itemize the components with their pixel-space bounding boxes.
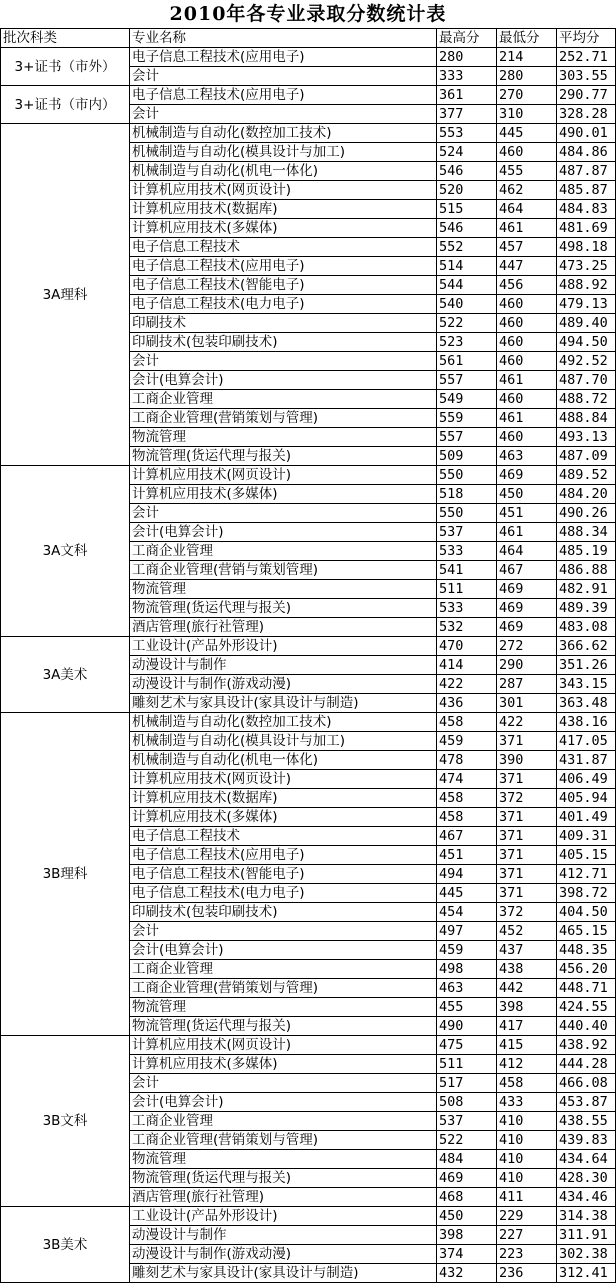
avg-score-cell: 302.38 <box>557 1245 616 1264</box>
max-score-cell: 557 <box>437 371 497 390</box>
avg-score-cell: 448.35 <box>557 941 616 960</box>
batch-cell: 3+证书（市外） <box>1 48 130 86</box>
avg-score-cell: 487.87 <box>557 162 616 181</box>
min-score-cell: 445 <box>497 124 557 143</box>
table-row <box>1 86 616 105</box>
min-score-cell: 270 <box>497 86 557 105</box>
avg-score-cell: 405.15 <box>557 846 616 865</box>
avg-score-cell: 487.09 <box>557 447 616 466</box>
max-score-cell: 561 <box>437 352 497 371</box>
max-score-cell: 559 <box>437 409 497 428</box>
major-name-cell: 雕刻艺术与家具设计(家具设计与制造) <box>130 694 437 713</box>
avg-score-cell: 440.40 <box>557 1017 616 1036</box>
min-score-cell: 372 <box>497 789 557 808</box>
avg-score-cell: 438.92 <box>557 1036 616 1055</box>
max-score-cell: 333 <box>437 67 497 86</box>
avg-score-cell: 424.55 <box>557 998 616 1017</box>
major-name-cell: 计算机应用技术(网页设计) <box>130 770 437 789</box>
major-name-cell: 工商企业管理 <box>130 1112 437 1131</box>
min-score-cell: 460 <box>497 143 557 162</box>
max-score-cell: 524 <box>437 143 497 162</box>
major-name-cell: 计算机应用技术(多媒体) <box>130 808 437 827</box>
min-score-cell: 469 <box>497 466 557 485</box>
avg-score-cell: 466.08 <box>557 1074 616 1093</box>
major-name-cell: 电子信息工程技术(智能电子) <box>130 865 437 884</box>
major-name-cell: 物流管理 <box>130 998 437 1017</box>
major-name-cell: 会计 <box>130 105 437 124</box>
min-score-cell: 371 <box>497 732 557 751</box>
batch-cell: 3B理科 <box>1 713 130 1036</box>
avg-score-cell: 363.48 <box>557 694 616 713</box>
max-score-cell: 520 <box>437 181 497 200</box>
batch-cell: 3B美术 <box>1 1207 130 1283</box>
max-score-cell: 458 <box>437 713 497 732</box>
header-major: 专业名称 <box>130 29 437 48</box>
min-score-cell: 280 <box>497 67 557 86</box>
min-score-cell: 461 <box>497 371 557 390</box>
min-score-cell: 469 <box>497 618 557 637</box>
avg-score-cell: 398.72 <box>557 884 616 903</box>
major-name-cell: 会计 <box>130 922 437 941</box>
major-name-cell: 电子信息工程技术 <box>130 827 437 846</box>
min-score-cell: 371 <box>497 770 557 789</box>
max-score-cell: 474 <box>437 770 497 789</box>
min-score-cell: 227 <box>497 1226 557 1245</box>
min-score-cell: 290 <box>497 656 557 675</box>
table-row <box>1 466 616 485</box>
major-name-cell: 工商企业管理(营销策划与管理) <box>130 1131 437 1150</box>
min-score-cell: 461 <box>497 409 557 428</box>
min-score-cell: 287 <box>497 675 557 694</box>
min-score-cell: 437 <box>497 941 557 960</box>
max-score-cell: 432 <box>437 1264 497 1283</box>
header-min-score: 最低分 <box>497 29 557 48</box>
max-score-cell: 550 <box>437 504 497 523</box>
batch-cell: 3+证书（市内） <box>1 86 130 124</box>
header-avg-score: 平均分 <box>557 29 616 48</box>
avg-score-cell: 486.88 <box>557 561 616 580</box>
major-name-cell: 印刷技术(包装印刷技术) <box>130 333 437 352</box>
major-name-cell: 动漫设计与制作 <box>130 1226 437 1245</box>
min-score-cell: 371 <box>497 846 557 865</box>
major-name-cell: 电子信息工程技术(应用电子) <box>130 86 437 105</box>
avg-score-cell: 290.77 <box>557 86 616 105</box>
major-name-cell: 动漫设计与制作(游戏动漫) <box>130 675 437 694</box>
max-score-cell: 467 <box>437 827 497 846</box>
avg-score-cell: 488.34 <box>557 523 616 542</box>
avg-score-cell: 492.52 <box>557 352 616 371</box>
batch-cell: 3A美术 <box>1 637 130 713</box>
min-score-cell: 214 <box>497 48 557 67</box>
min-score-cell: 417 <box>497 1017 557 1036</box>
major-name-cell: 会计(电算会计) <box>130 941 437 960</box>
avg-score-cell: 406.49 <box>557 770 616 789</box>
avg-score-cell: 479.13 <box>557 295 616 314</box>
major-name-cell: 电子信息工程技术(应用电子) <box>130 48 437 67</box>
min-score-cell: 458 <box>497 1074 557 1093</box>
max-score-cell: 509 <box>437 447 497 466</box>
major-name-cell: 酒店管理(旅行社管理) <box>130 618 437 637</box>
major-name-cell: 计算机应用技术(数据库) <box>130 200 437 219</box>
major-name-cell: 会计(电算会计) <box>130 1093 437 1112</box>
avg-score-cell: 488.72 <box>557 390 616 409</box>
avg-score-cell: 465.15 <box>557 922 616 941</box>
min-score-cell: 461 <box>497 523 557 542</box>
major-name-cell: 工商企业管理 <box>130 960 437 979</box>
max-score-cell: 459 <box>437 941 497 960</box>
major-name-cell: 会计 <box>130 352 437 371</box>
max-score-cell: 459 <box>437 732 497 751</box>
min-score-cell: 463 <box>497 447 557 466</box>
max-score-cell: 475 <box>437 1036 497 1055</box>
max-score-cell: 414 <box>437 656 497 675</box>
avg-score-cell: 487.70 <box>557 371 616 390</box>
avg-score-cell: 484.20 <box>557 485 616 504</box>
max-score-cell: 484 <box>437 1150 497 1169</box>
max-score-cell: 546 <box>437 219 497 238</box>
min-score-cell: 438 <box>497 960 557 979</box>
min-score-cell: 455 <box>497 162 557 181</box>
min-score-cell: 467 <box>497 561 557 580</box>
page-title: 2010年各专业录取分数统计表 <box>169 3 447 25</box>
header-max-score: 最高分 <box>437 29 497 48</box>
avg-score-cell: 404.50 <box>557 903 616 922</box>
max-score-cell: 533 <box>437 599 497 618</box>
min-score-cell: 411 <box>497 1188 557 1207</box>
max-score-cell: 552 <box>437 238 497 257</box>
avg-score-cell: 412.71 <box>557 865 616 884</box>
max-score-cell: 470 <box>437 637 497 656</box>
avg-score-cell: 417.05 <box>557 732 616 751</box>
max-score-cell: 533 <box>437 542 497 561</box>
min-score-cell: 461 <box>497 219 557 238</box>
major-name-cell: 计算机应用技术(网页设计) <box>130 181 437 200</box>
major-name-cell: 工商企业管理 <box>130 542 437 561</box>
max-score-cell: 478 <box>437 751 497 770</box>
min-score-cell: 469 <box>497 580 557 599</box>
major-name-cell: 机械制造与自动化(模具设计与加工) <box>130 732 437 751</box>
major-name-cell: 工业设计(产品外形设计) <box>130 637 437 656</box>
max-score-cell: 458 <box>437 789 497 808</box>
min-score-cell: 464 <box>497 200 557 219</box>
table-row <box>1 48 616 67</box>
major-name-cell: 机械制造与自动化(机电一体化) <box>130 751 437 770</box>
avg-score-cell: 252.71 <box>557 48 616 67</box>
min-score-cell: 390 <box>497 751 557 770</box>
max-score-cell: 522 <box>437 1131 497 1150</box>
major-name-cell: 计算机应用技术(数据库) <box>130 789 437 808</box>
min-score-cell: 223 <box>497 1245 557 1264</box>
major-name-cell: 机械制造与自动化(机电一体化) <box>130 162 437 181</box>
max-score-cell: 445 <box>437 884 497 903</box>
min-score-cell: 460 <box>497 295 557 314</box>
max-score-cell: 454 <box>437 903 497 922</box>
min-score-cell: 272 <box>497 637 557 656</box>
max-score-cell: 361 <box>437 86 497 105</box>
max-score-cell: 469 <box>437 1169 497 1188</box>
max-score-cell: 280 <box>437 48 497 67</box>
major-name-cell: 电子信息工程技术(电力电子) <box>130 884 437 903</box>
max-score-cell: 436 <box>437 694 497 713</box>
major-name-cell: 雕刻艺术与家具设计(家具设计与制造) <box>130 1264 437 1283</box>
table-body <box>1 48 616 1283</box>
min-score-cell: 460 <box>497 390 557 409</box>
max-score-cell: 553 <box>437 124 497 143</box>
min-score-cell: 460 <box>497 333 557 352</box>
max-score-cell: 463 <box>437 979 497 998</box>
major-name-cell: 动漫设计与制作 <box>130 656 437 675</box>
max-score-cell: 523 <box>437 333 497 352</box>
min-score-cell: 410 <box>497 1150 557 1169</box>
major-name-cell: 物流管理 <box>130 580 437 599</box>
min-score-cell: 464 <box>497 542 557 561</box>
avg-score-cell: 428.30 <box>557 1169 616 1188</box>
table-row <box>1 637 616 656</box>
major-name-cell: 工商企业管理(营销与策划管理) <box>130 561 437 580</box>
max-score-cell: 550 <box>437 466 497 485</box>
avg-score-cell: 343.15 <box>557 675 616 694</box>
major-name-cell: 计算机应用技术(多媒体) <box>130 1055 437 1074</box>
min-score-cell: 412 <box>497 1055 557 1074</box>
avg-score-cell: 488.92 <box>557 276 616 295</box>
max-score-cell: 450 <box>437 1207 497 1226</box>
max-score-cell: 541 <box>437 561 497 580</box>
max-score-cell: 468 <box>437 1188 497 1207</box>
major-name-cell: 物流管理(货运代理与报关) <box>130 1169 437 1188</box>
major-name-cell: 电子信息工程技术(应用电子) <box>130 257 437 276</box>
max-score-cell: 537 <box>437 1112 497 1131</box>
avg-score-cell: 444.28 <box>557 1055 616 1074</box>
avg-score-cell: 489.52 <box>557 466 616 485</box>
header-batch: 批次科类 <box>1 29 130 48</box>
min-score-cell: 447 <box>497 257 557 276</box>
avg-score-cell: 328.28 <box>557 105 616 124</box>
min-score-cell: 462 <box>497 181 557 200</box>
avg-score-cell: 490.01 <box>557 124 616 143</box>
avg-score-cell: 493.13 <box>557 428 616 447</box>
min-score-cell: 371 <box>497 827 557 846</box>
min-score-cell: 457 <box>497 238 557 257</box>
table-row <box>1 713 616 732</box>
header-row <box>1 29 616 48</box>
table-row <box>1 1036 616 1055</box>
major-name-cell: 会计 <box>130 1074 437 1093</box>
max-score-cell: 557 <box>437 428 497 447</box>
major-name-cell: 计算机应用技术(网页设计) <box>130 1036 437 1055</box>
batch-cell: 3A理科 <box>1 124 130 466</box>
avg-score-cell: 431.87 <box>557 751 616 770</box>
avg-score-cell: 482.91 <box>557 580 616 599</box>
max-score-cell: 549 <box>437 390 497 409</box>
max-score-cell: 497 <box>437 922 497 941</box>
major-name-cell: 工商企业管理(营销策划与管理) <box>130 409 437 428</box>
min-score-cell: 410 <box>497 1169 557 1188</box>
max-score-cell: 532 <box>437 618 497 637</box>
avg-score-cell: 409.31 <box>557 827 616 846</box>
major-name-cell: 计算机应用技术(网页设计) <box>130 466 437 485</box>
avg-score-cell: 484.86 <box>557 143 616 162</box>
avg-score-cell: 489.40 <box>557 314 616 333</box>
major-name-cell: 会计 <box>130 67 437 86</box>
major-name-cell: 机械制造与自动化(数控加工技术) <box>130 713 437 732</box>
max-score-cell: 377 <box>437 105 497 124</box>
min-score-cell: 371 <box>497 808 557 827</box>
batch-cell: 3A文科 <box>1 466 130 637</box>
max-score-cell: 490 <box>437 1017 497 1036</box>
max-score-cell: 546 <box>437 162 497 181</box>
max-score-cell: 517 <box>437 1074 497 1093</box>
max-score-cell: 451 <box>437 846 497 865</box>
major-name-cell: 电子信息工程技术(电力电子) <box>130 295 437 314</box>
min-score-cell: 229 <box>497 1207 557 1226</box>
min-score-cell: 469 <box>497 599 557 618</box>
major-name-cell: 计算机应用技术(多媒体) <box>130 219 437 238</box>
min-score-cell: 371 <box>497 884 557 903</box>
max-score-cell: 544 <box>437 276 497 295</box>
avg-score-cell: 453.87 <box>557 1093 616 1112</box>
avg-score-cell: 484.83 <box>557 200 616 219</box>
min-score-cell: 301 <box>497 694 557 713</box>
major-name-cell: 物流管理 <box>130 1150 437 1169</box>
min-score-cell: 372 <box>497 903 557 922</box>
avg-score-cell: 489.39 <box>557 599 616 618</box>
max-score-cell: 422 <box>437 675 497 694</box>
max-score-cell: 511 <box>437 1055 497 1074</box>
max-score-cell: 498 <box>437 960 497 979</box>
avg-score-cell: 485.19 <box>557 542 616 561</box>
avg-score-cell: 312.41 <box>557 1264 616 1283</box>
avg-score-cell: 366.62 <box>557 637 616 656</box>
avg-score-cell: 438.55 <box>557 1112 616 1131</box>
min-score-cell: 450 <box>497 485 557 504</box>
avg-score-cell: 481.69 <box>557 219 616 238</box>
major-name-cell: 机械制造与自动化(数控加工技术) <box>130 124 437 143</box>
min-score-cell: 310 <box>497 105 557 124</box>
major-name-cell: 物流管理(货运代理与报关) <box>130 1017 437 1036</box>
min-score-cell: 422 <box>497 713 557 732</box>
max-score-cell: 514 <box>437 257 497 276</box>
major-name-cell: 印刷技术(包装印刷技术) <box>130 903 437 922</box>
major-name-cell: 会计(电算会计) <box>130 523 437 542</box>
major-name-cell: 机械制造与自动化(模具设计与加工) <box>130 143 437 162</box>
avg-score-cell: 439.83 <box>557 1131 616 1150</box>
major-name-cell: 电子信息工程技术(智能电子) <box>130 276 437 295</box>
major-name-cell: 印刷技术 <box>130 314 437 333</box>
avg-score-cell: 438.16 <box>557 713 616 732</box>
max-score-cell: 508 <box>437 1093 497 1112</box>
avg-score-cell: 311.91 <box>557 1226 616 1245</box>
min-score-cell: 371 <box>497 865 557 884</box>
avg-score-cell: 473.25 <box>557 257 616 276</box>
major-name-cell: 酒店管理(旅行社管理) <box>130 1188 437 1207</box>
min-score-cell: 236 <box>497 1264 557 1283</box>
max-score-cell: 522 <box>437 314 497 333</box>
min-score-cell: 410 <box>497 1112 557 1131</box>
major-name-cell: 会计(电算会计) <box>130 371 437 390</box>
major-name-cell: 工业设计(产品外形设计) <box>130 1207 437 1226</box>
min-score-cell: 456 <box>497 276 557 295</box>
max-score-cell: 398 <box>437 1226 497 1245</box>
avg-score-cell: 490.26 <box>557 504 616 523</box>
major-name-cell: 物流管理(货运代理与报关) <box>130 599 437 618</box>
min-score-cell: 460 <box>497 428 557 447</box>
avg-score-cell: 494.50 <box>557 333 616 352</box>
max-score-cell: 455 <box>437 998 497 1017</box>
max-score-cell: 511 <box>437 580 497 599</box>
min-score-cell: 410 <box>497 1131 557 1150</box>
avg-score-cell: 498.18 <box>557 238 616 257</box>
avg-score-cell: 405.94 <box>557 789 616 808</box>
avg-score-cell: 401.49 <box>557 808 616 827</box>
min-score-cell: 460 <box>497 314 557 333</box>
major-name-cell: 会计 <box>130 504 437 523</box>
max-score-cell: 515 <box>437 200 497 219</box>
major-name-cell: 电子信息工程技术 <box>130 238 437 257</box>
major-name-cell: 物流管理 <box>130 428 437 447</box>
major-name-cell: 物流管理(货运代理与报关) <box>130 447 437 466</box>
major-name-cell: 工商企业管理 <box>130 390 437 409</box>
avg-score-cell: 314.38 <box>557 1207 616 1226</box>
max-score-cell: 537 <box>437 523 497 542</box>
avg-score-cell: 434.46 <box>557 1188 616 1207</box>
avg-score-cell: 483.08 <box>557 618 616 637</box>
min-score-cell: 451 <box>497 504 557 523</box>
avg-score-cell: 456.20 <box>557 960 616 979</box>
min-score-cell: 433 <box>497 1093 557 1112</box>
major-name-cell: 工商企业管理(营销策划与管理) <box>130 979 437 998</box>
batch-cell: 3B文科 <box>1 1036 130 1207</box>
max-score-cell: 374 <box>437 1245 497 1264</box>
max-score-cell: 458 <box>437 808 497 827</box>
min-score-cell: 415 <box>497 1036 557 1055</box>
table-row <box>1 1207 616 1226</box>
major-name-cell: 计算机应用技术(多媒体) <box>130 485 437 504</box>
min-score-cell: 460 <box>497 352 557 371</box>
avg-score-cell: 488.84 <box>557 409 616 428</box>
avg-score-cell: 485.87 <box>557 181 616 200</box>
max-score-cell: 494 <box>437 865 497 884</box>
max-score-cell: 518 <box>437 485 497 504</box>
avg-score-cell: 303.55 <box>557 67 616 86</box>
min-score-cell: 398 <box>497 998 557 1017</box>
major-name-cell: 电子信息工程技术(应用电子) <box>130 846 437 865</box>
table-row <box>1 124 616 143</box>
score-table <box>0 28 616 1283</box>
major-name-cell: 动漫设计与制作(游戏动漫) <box>130 1245 437 1264</box>
avg-score-cell: 434.64 <box>557 1150 616 1169</box>
avg-score-cell: 448.71 <box>557 979 616 998</box>
max-score-cell: 540 <box>437 295 497 314</box>
min-score-cell: 442 <box>497 979 557 998</box>
min-score-cell: 452 <box>497 922 557 941</box>
avg-score-cell: 351.26 <box>557 656 616 675</box>
